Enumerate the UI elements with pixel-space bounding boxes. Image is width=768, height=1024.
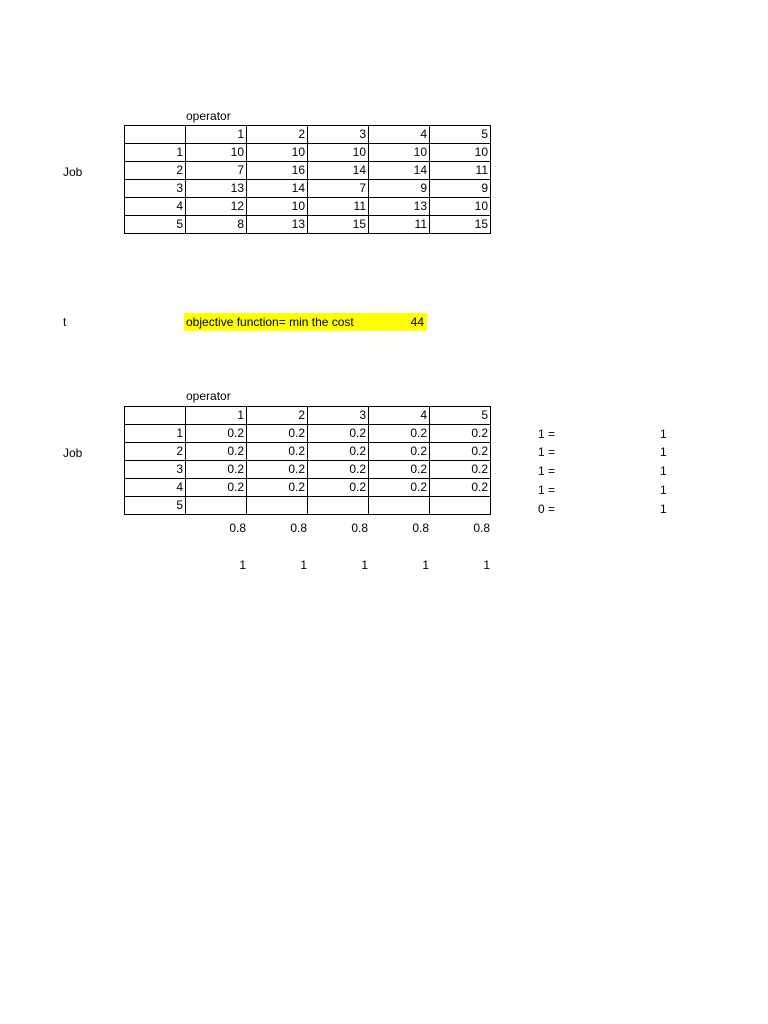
- cost-cell[interactable]: 7: [186, 162, 247, 180]
- assignment-cell[interactable]: [369, 497, 430, 515]
- objective-highlight[interactable]: [184, 313, 427, 331]
- table1-header-label: operator: [186, 109, 231, 123]
- cost-cell[interactable]: 12: [186, 198, 247, 216]
- column-header-5[interactable]: 5: [430, 126, 491, 144]
- cost-cell[interactable]: 13: [247, 216, 308, 234]
- cost-cell[interactable]: 16: [247, 162, 308, 180]
- assignment-cell[interactable]: [247, 497, 308, 515]
- table-row: [125, 162, 491, 180]
- constraint-rhs[interactable]: 1: [660, 445, 667, 459]
- row-header[interactable]: 2: [125, 162, 186, 180]
- cost-cell[interactable]: 15: [430, 216, 491, 234]
- corner-cell[interactable]: [125, 126, 186, 144]
- assignment-cell[interactable]: 0.2: [247, 479, 308, 497]
- constraint-lhs[interactable]: 1 =: [538, 445, 556, 459]
- column-header-4[interactable]: 4: [369, 126, 430, 144]
- table2-row-label: Job: [63, 446, 83, 460]
- table1-row-label: Job: [63, 165, 83, 179]
- column-sum[interactable]: 0.8: [290, 521, 307, 535]
- table-row: [125, 198, 491, 216]
- constraint-lhs[interactable]: 1 =: [538, 427, 556, 441]
- cost-cell[interactable]: 10: [369, 144, 430, 162]
- corner-cell[interactable]: [125, 407, 186, 425]
- column-sum[interactable]: 0.8: [412, 521, 429, 535]
- constraint-lhs[interactable]: 0 =: [538, 502, 556, 516]
- cost-cell[interactable]: 9: [369, 180, 430, 198]
- constraint-rhs[interactable]: 1: [660, 502, 667, 516]
- cost-cell[interactable]: 10: [308, 144, 369, 162]
- row-header[interactable]: 1: [125, 425, 186, 443]
- table-row: [125, 479, 491, 497]
- assignment-cell[interactable]: 0.2: [430, 443, 491, 461]
- table-row: [125, 425, 491, 443]
- objective-left-label: t: [63, 315, 67, 329]
- row-header[interactable]: 2: [125, 443, 186, 461]
- table-row: [125, 144, 491, 162]
- column-header-2[interactable]: 2: [247, 407, 308, 425]
- assignment-cell[interactable]: 0.2: [308, 479, 369, 497]
- row-header[interactable]: 1: [125, 144, 186, 162]
- assignment-cell[interactable]: 0.2: [247, 425, 308, 443]
- cost-cell[interactable]: 14: [247, 180, 308, 198]
- column-rhs[interactable]: 1: [483, 558, 490, 572]
- cost-cell[interactable]: 9: [430, 180, 491, 198]
- constraint-rhs[interactable]: 1: [660, 483, 667, 497]
- cost-cell[interactable]: 15: [308, 216, 369, 234]
- assignment-cell[interactable]: 0.2: [186, 461, 247, 479]
- cost-cell[interactable]: 13: [369, 198, 430, 216]
- assignment-cell[interactable]: 0.2: [308, 443, 369, 461]
- assignment-cell[interactable]: 0.2: [430, 479, 491, 497]
- cost-cell[interactable]: 8: [186, 216, 247, 234]
- assignment-cell[interactable]: 0.2: [186, 443, 247, 461]
- cost-cell[interactable]: 10: [430, 198, 491, 216]
- assignment-cell[interactable]: 0.2: [430, 425, 491, 443]
- column-rhs-row: [185, 556, 490, 574]
- row-header[interactable]: 4: [125, 479, 186, 497]
- column-header-1[interactable]: 1: [186, 407, 247, 425]
- table-row: [125, 216, 491, 234]
- column-rhs[interactable]: 1: [300, 558, 307, 572]
- column-sums-row: [185, 519, 490, 537]
- assignment-cell[interactable]: 0.2: [247, 443, 308, 461]
- constraint-lhs[interactable]: 1 =: [538, 483, 556, 497]
- table-header-row: [125, 126, 491, 144]
- assignment-cell[interactable]: 0.2: [247, 461, 308, 479]
- assignment-cell[interactable]: 0.2: [369, 479, 430, 497]
- column-header-1[interactable]: 1: [186, 126, 247, 144]
- assignment-cell[interactable]: 0.2: [308, 461, 369, 479]
- column-header-3[interactable]: 3: [308, 407, 369, 425]
- column-rhs[interactable]: 1: [422, 558, 429, 572]
- assignment-cell[interactable]: 0.2: [369, 461, 430, 479]
- row-header[interactable]: 4: [125, 198, 186, 216]
- cost-cell[interactable]: 13: [186, 180, 247, 198]
- column-header-2[interactable]: 2: [247, 126, 308, 144]
- cost-table: [124, 125, 491, 234]
- column-header-3[interactable]: 3: [308, 126, 369, 144]
- cost-cell[interactable]: 14: [369, 162, 430, 180]
- cost-cell[interactable]: 10: [186, 144, 247, 162]
- table-row: [125, 497, 491, 515]
- column-sum[interactable]: 0.8: [229, 521, 246, 535]
- assignment-cell[interactable]: 0.2: [186, 425, 247, 443]
- cost-cell[interactable]: 11: [308, 198, 369, 216]
- row-header[interactable]: 3: [125, 180, 186, 198]
- column-sum[interactable]: 0.8: [351, 521, 368, 535]
- assignment-cell[interactable]: 0.2: [369, 425, 430, 443]
- constraint-rhs[interactable]: 1: [660, 464, 667, 478]
- table-row: [125, 180, 491, 198]
- column-rhs[interactable]: 1: [361, 558, 368, 572]
- table2-header-label: operator: [186, 389, 231, 403]
- column-rhs[interactable]: 1: [239, 558, 246, 572]
- cost-cell[interactable]: 10: [430, 144, 491, 162]
- assignment-cell[interactable]: 0.2: [369, 443, 430, 461]
- cost-cell[interactable]: 10: [247, 144, 308, 162]
- constraint-rhs[interactable]: 1: [660, 427, 667, 441]
- row-header[interactable]: 3: [125, 461, 186, 479]
- cost-cell[interactable]: 10: [247, 198, 308, 216]
- assignment-cell[interactable]: [308, 497, 369, 515]
- row-header[interactable]: 5: [125, 497, 186, 515]
- column-sum[interactable]: 0.8: [473, 521, 490, 535]
- objective-text: objective function= min the cost: [186, 315, 354, 329]
- assignment-table: [124, 406, 491, 515]
- table-header-row: [125, 407, 491, 425]
- cost-cell[interactable]: 14: [308, 162, 369, 180]
- assignment-cell[interactable]: 0.2: [186, 479, 247, 497]
- assignment-cell[interactable]: 0.2: [308, 425, 369, 443]
- assignment-cell[interactable]: [430, 497, 491, 515]
- table-row: [125, 443, 491, 461]
- row-header[interactable]: 5: [125, 216, 186, 234]
- cost-cell[interactable]: 11: [430, 162, 491, 180]
- constraint-lhs[interactable]: 1 =: [538, 464, 556, 478]
- column-header-5[interactable]: 5: [430, 407, 491, 425]
- assignment-cell[interactable]: 0.2: [430, 461, 491, 479]
- assignment-cell[interactable]: [186, 497, 247, 515]
- cost-cell[interactable]: 11: [369, 216, 430, 234]
- table-row: [125, 461, 491, 479]
- cost-cell[interactable]: 7: [308, 180, 369, 198]
- column-header-4[interactable]: 4: [369, 407, 430, 425]
- objective-value: 44: [410, 315, 424, 329]
